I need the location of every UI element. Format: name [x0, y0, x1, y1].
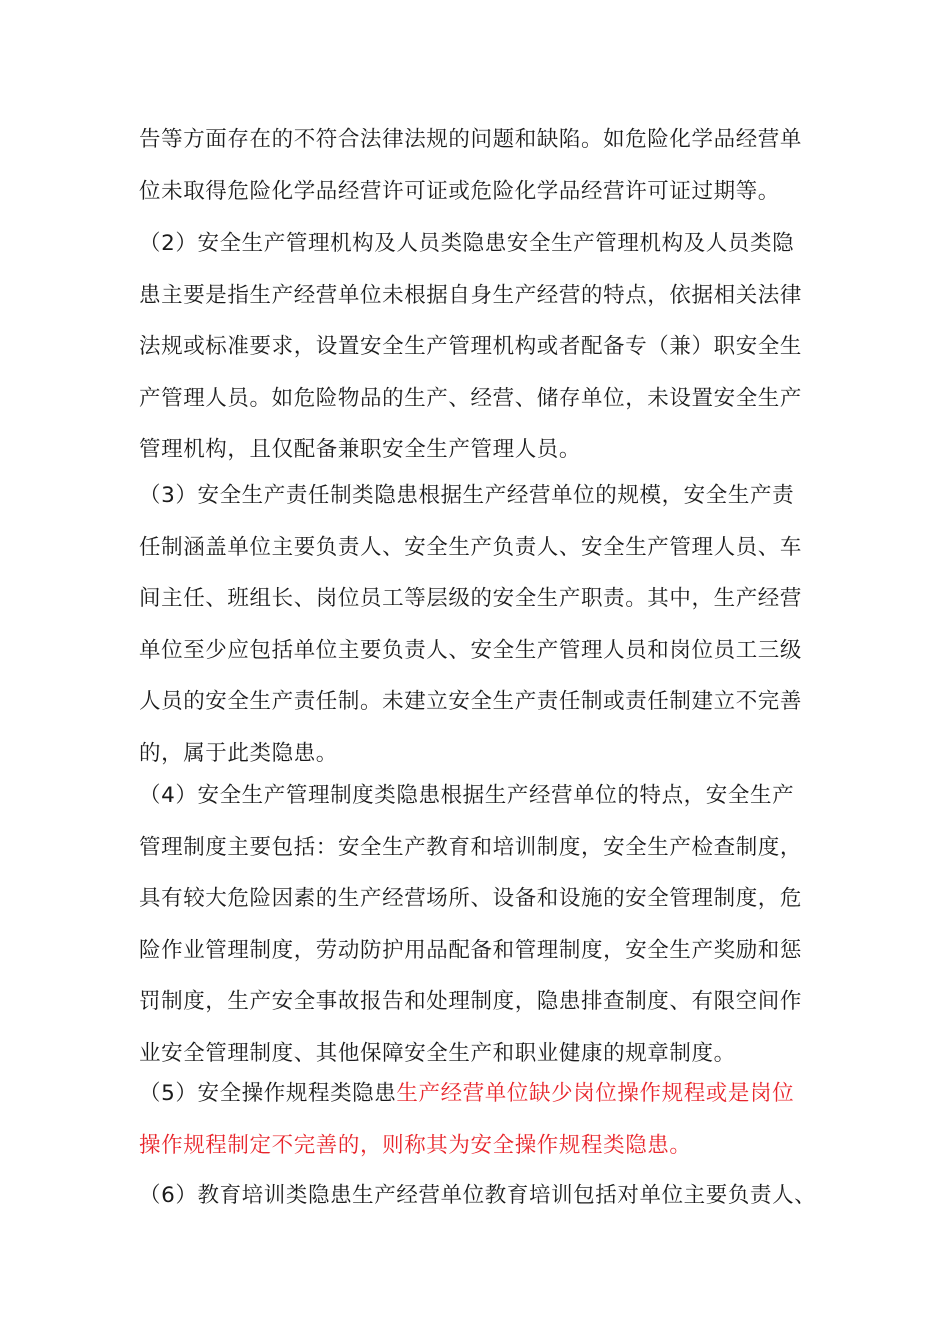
paragraph-6-education-training	[139, 1170, 819, 1222]
paragraph-2-management-org	[139, 218, 819, 476]
text-line: （3）安全生产责任制类隐患根据生产经营单位的规模，安全生产责	[139, 483, 795, 508]
text-line: 业安全管理制度、其他保障安全生产和职业健康的规章制度。	[139, 1040, 736, 1066]
text-line: 罚制度，生产安全事故报告和处理制度，隐患排查制度、有限空间作	[139, 989, 803, 1014]
text-line: 患主要是指生产经营单位未根据自身生产经营的特点，依据相关法律	[139, 282, 803, 308]
text-line: 管理制度主要包括：安全生产教育和培训制度，安全生产检查制度，	[139, 834, 803, 860]
paragraph-3-responsibility	[139, 470, 819, 779]
text-line: 告等方面存在的不符合法律法规的问题和缺陷。如危险化学品经营单	[139, 127, 803, 152]
highlighted-text: 生产经营单位缺少岗位操作规程或是岗位	[396, 1081, 795, 1106]
highlighted-text-line: 操作规程制定不完善的，则称其为安全操作规程类隐患。	[139, 1132, 692, 1158]
text-line: 产管理人员。如危险物品的生产、经营、储存单位，未设置安全生产	[139, 385, 803, 411]
text-line	[139, 1068, 819, 1120]
text-line: 险作业管理制度，劳动防护用品配备和管理制度，安全生产奖励和惩	[139, 937, 803, 963]
text-line: （6）教育培训类隐患生产经营单位教育培训包括对单位主要负责人、	[139, 1183, 817, 1208]
text-line: 人员的安全生产责任制。未建立安全生产责任制或责任制建立不完善	[139, 689, 803, 714]
text-line: 单位至少应包括单位主要负责人、安全生产管理人员和岗位员工三级	[139, 637, 803, 663]
text-line: 间主任、班组长、岗位员工等层级的安全生产职责。其中，生产经营	[139, 586, 803, 611]
text-line: （2）安全生产管理机构及人员类隐患安全生产管理机构及人员类隐	[139, 231, 795, 256]
text-line: 的，属于此类隐患。	[139, 740, 338, 766]
text-line: （4）安全生产管理制度类隐患根据生产经营单位的特点，安全生产	[139, 783, 795, 808]
paragraph-continuation	[139, 114, 819, 217]
paragraph-4-management-system	[139, 770, 819, 1079]
text-segment: （5）安全操作规程类隐患	[139, 1081, 397, 1106]
text-line: 任制涵盖单位主要负责人、安全生产负责人、安全生产管理人员、车	[139, 534, 803, 560]
text-line: 位未取得危险化学品经营许可证或危险化学品经营许可证过期等。	[139, 178, 780, 204]
text-line: 法规或标准要求，设置安全生产管理机构或者配备专（兼）职安全生	[139, 334, 803, 359]
paragraph-5-operating-procedures	[139, 1068, 819, 1171]
text-line: 管理机构，且仅配备兼职安全生产管理人员。	[139, 437, 582, 462]
text-line: 具有较大危险因素的生产经营场所、设备和设施的安全管理制度，危	[139, 886, 803, 911]
